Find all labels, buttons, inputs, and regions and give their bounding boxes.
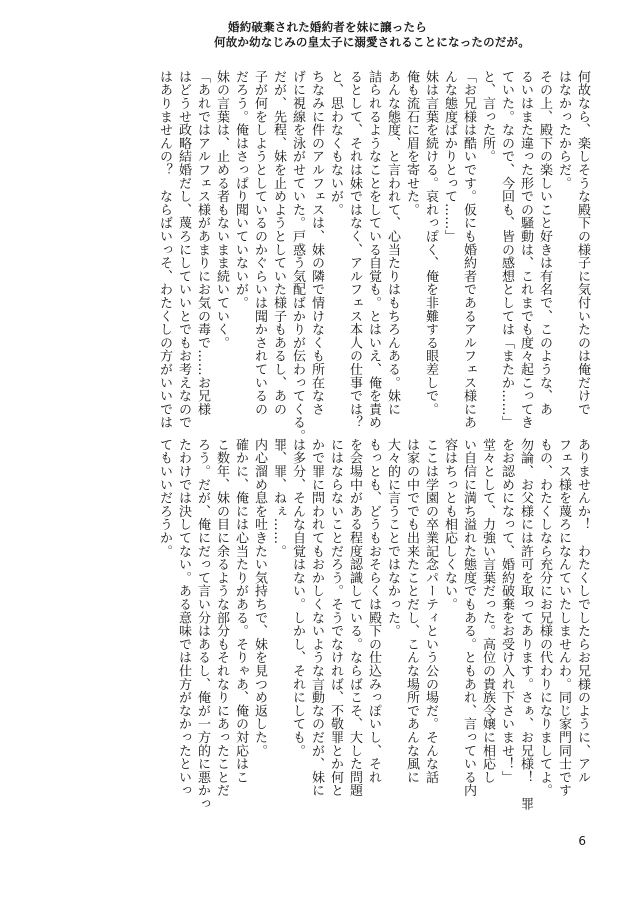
text-column: はどうせ政略結婚だし、蔑ろにしていいとでもお考えなので — [176, 70, 191, 430]
title-line-2: 何故か幼なじみの皇太子に溺愛されることになったのだが。 — [214, 35, 530, 49]
text-column: 大々的に言うことではなかった。 — [385, 438, 400, 638]
text-column: んな態度ばかりとって……」 — [442, 70, 457, 243]
text-column: はなかったからだ。 — [556, 70, 571, 190]
text-column: を会場中がある程度認識している。ならばこそ、大した問題 — [347, 438, 362, 798]
text-column: るとして、それは妹ではなく、アルフェス本人の仕事では？ — [347, 70, 362, 430]
text-column: こ数年、妹の目に余るような部分もそれなりにあったことだ — [214, 438, 229, 798]
text-column: 容はちっとも相応しくない。 — [442, 438, 457, 611]
text-column: 堂々として、力強い言葉だった。高位の貴族令嬢に相応し — [480, 438, 495, 784]
text-column: と、思わなくもないが。 — [328, 70, 343, 217]
text-column: 確かに、俺には心当たりがある。そりゃあ、俺の対応はこ — [233, 438, 248, 784]
text-column: 勿論、お父様には許可を取ってあります。さぁ、お兄様！ 罪 — [518, 438, 533, 811]
text-column: たわけでは決してない。ある意味では仕方がなかったといっ — [176, 438, 191, 798]
text-column: ありませんか！ わたくしでしたらお兄様のように、アル — [575, 438, 590, 784]
text-column: フェス様を蔑ろになんていたしませんわ。同じ家門同士です — [556, 438, 571, 798]
text-column: ここは学園の卒業記念パーティという公の場だ。そんな話 — [423, 438, 438, 784]
text-column: その上、殿下の楽しいこと好きは有名で、このような、あ — [537, 70, 552, 416]
text-column: 罪、罪、ねぇ……。 — [271, 438, 286, 558]
text-column: るいはまた違った形での騒動は、これまでも度々起こってき — [518, 70, 533, 430]
text-column: ちなみに件のアルフェスは、妹の隣で情けなくも所在なさ — [309, 70, 324, 416]
text-column: 妹は言葉を続ける。哀れっぽく、俺を非難する眼差しで。 — [423, 70, 438, 416]
text-column: と、言った所。 — [480, 70, 495, 164]
text-column: い自信に満ち溢れた態度でもある。ともあれ、言っている内 — [461, 438, 476, 798]
text-column: てもいいだろうか。 — [157, 438, 172, 558]
text-column: あんな態度、と言われて、心当たりはもちろんある。妹に — [385, 70, 400, 416]
text-column: ていた。なので、今回も、皆の感想としては「またか……」 — [499, 70, 514, 430]
title-line-1: 婚約破棄された婚約者を妹に譲ったら — [228, 20, 427, 34]
text-column: 妹の言葉は、止める者もないまま続いていく。 — [214, 70, 229, 350]
book-title — [214, 20, 530, 50]
text-column: 子が何をしようとしているのかぐらいは聞かされているの — [252, 70, 267, 416]
page-number: 6 — [578, 834, 586, 848]
text-column: ろう。だが、俺にだって言い分はあるし、俺が一方的に悪かっ — [195, 438, 210, 811]
text-column: は多分、そんな自覚はない。しかし、それにしても。 — [290, 438, 305, 758]
text-column: 詰られるようなことをしている自覚も。とはいえ、俺を責め — [366, 70, 381, 430]
text-column: だろう。俺はさっぱり聞いていないが。 — [233, 70, 248, 310]
text-column: をお認めになって、婚約破棄をお受け入れ下さいませ！」 — [499, 438, 514, 784]
text-column: 俺も流石に眉を寄せた。 — [404, 70, 419, 217]
text-column: 何故なら、楽しそうな殿下の様子に気付いたのは俺だけで — [575, 70, 590, 416]
text-column: 「あれではアルフェス様があまりにお気の毒で……お兄様 — [195, 70, 210, 416]
text-column: げに視線を泳がせていた。戸惑う気配ばかりが伝わってくる。 — [290, 70, 305, 443]
text-column: だが、先程、妹を止めようとしていた様子もあるし、あの — [271, 70, 286, 416]
text-column: かで罪に問われてもおかしくないような言動なのだが、妹に — [309, 438, 324, 798]
text-column: 「お兄様は酷いです。仮にも婚約者であるアルフェス様にあ — [461, 70, 476, 430]
text-column: もっとも、どうもおそらくは殿下の仕込みっぽいし、それ — [366, 438, 381, 784]
text-column: にはならないことだろう。そうでなければ、不敬罪とか何と — [328, 438, 343, 798]
text-column: もの、わたくしなら充分にお兄様の代わりになりましてよ。 — [537, 438, 552, 798]
text-column: は家の中ででも出来たことだし、こんな場所であんな風に — [404, 438, 419, 784]
text-column: はありませんの？ ならばいっそ、わたくしの方がいいでは — [157, 70, 172, 430]
text-block-bottom — [155, 438, 592, 811]
text-block-top — [155, 70, 592, 443]
text-column: 内心溜め息を吐きたい気持ちで、妹を見つめ返した。 — [252, 438, 267, 758]
